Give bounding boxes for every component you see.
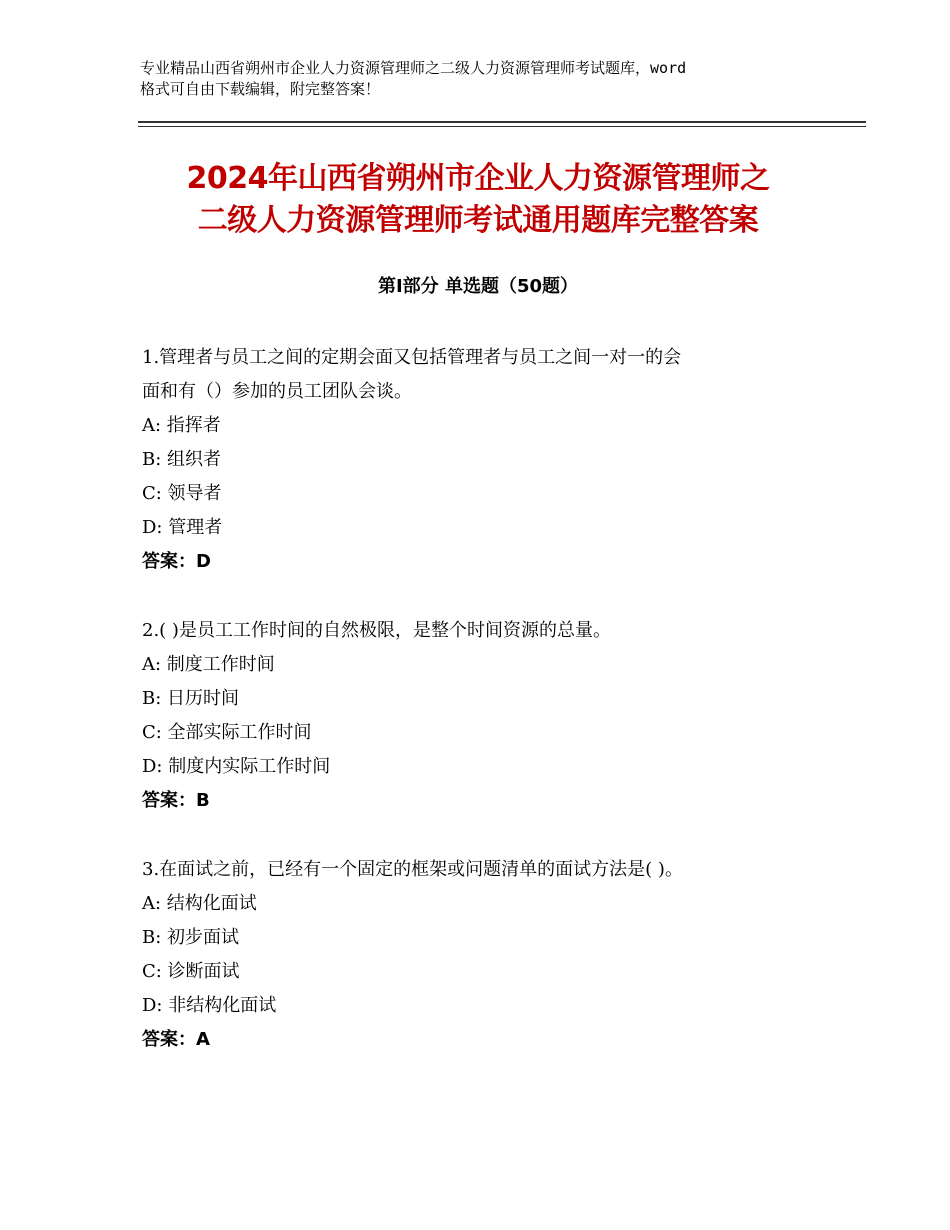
question-2: [142, 614, 822, 818]
document-title-line: 二级人力资源管理师考试通用题库完整答案: [197, 203, 759, 238]
header-divider: [138, 121, 866, 123]
question-stem-line: 面和有（）参加的员工团队会谈。: [142, 381, 412, 402]
option-a: A: 制度工作时间: [142, 654, 275, 675]
document-title: [138, 158, 818, 242]
question-stem-line: 3.在面试之前，已经有一个固定的框架或问题清单的面试方法是( )。: [142, 859, 683, 880]
answer: 答案：D: [142, 551, 211, 572]
header-note: [140, 58, 840, 100]
option-a: A: 指挥者: [142, 415, 221, 436]
option-d: D: 非结构化面试: [142, 995, 277, 1016]
section-title: 第Ⅰ部分 单选题（50题）: [377, 276, 578, 297]
header-note-line: 专业精品山西省朔州市企业人力资源管理师之二级人力资源管理师考试题库，word: [140, 59, 687, 77]
option-c: C: 诊断面试: [142, 961, 240, 982]
option-c: C: 领导者: [142, 483, 222, 504]
header-note-line: 格式可自由下载编辑，附完整答案！: [140, 80, 381, 98]
header-divider: [138, 126, 866, 127]
question-stem-line: 2.( )是员工工作时间的自然极限，是整个时间资源的总量。: [142, 620, 611, 641]
option-a: A: 结构化面试: [142, 893, 257, 914]
answer: 答案：A: [142, 1029, 210, 1050]
question-1: [142, 341, 822, 579]
question-3: [142, 853, 822, 1057]
option-d: D: 制度内实际工作时间: [142, 756, 331, 777]
answer: 答案：B: [142, 790, 210, 811]
option-b: B: 初步面试: [142, 927, 240, 948]
question-stem: [142, 853, 822, 887]
option-d: D: 管理者: [142, 517, 223, 538]
question-stem-line: 1.管理者与员工之间的定期会面又包括管理者与员工之间一对一的会: [142, 347, 682, 368]
document-title-line: 2024年山西省朔州市企业人力资源管理师之: [186, 161, 770, 196]
option-b: B: 组织者: [142, 449, 222, 470]
question-stem: [142, 614, 822, 648]
option-b: B: 日历时间: [142, 688, 240, 709]
option-c: C: 全部实际工作时间: [142, 722, 312, 743]
question-stem: [142, 341, 822, 409]
